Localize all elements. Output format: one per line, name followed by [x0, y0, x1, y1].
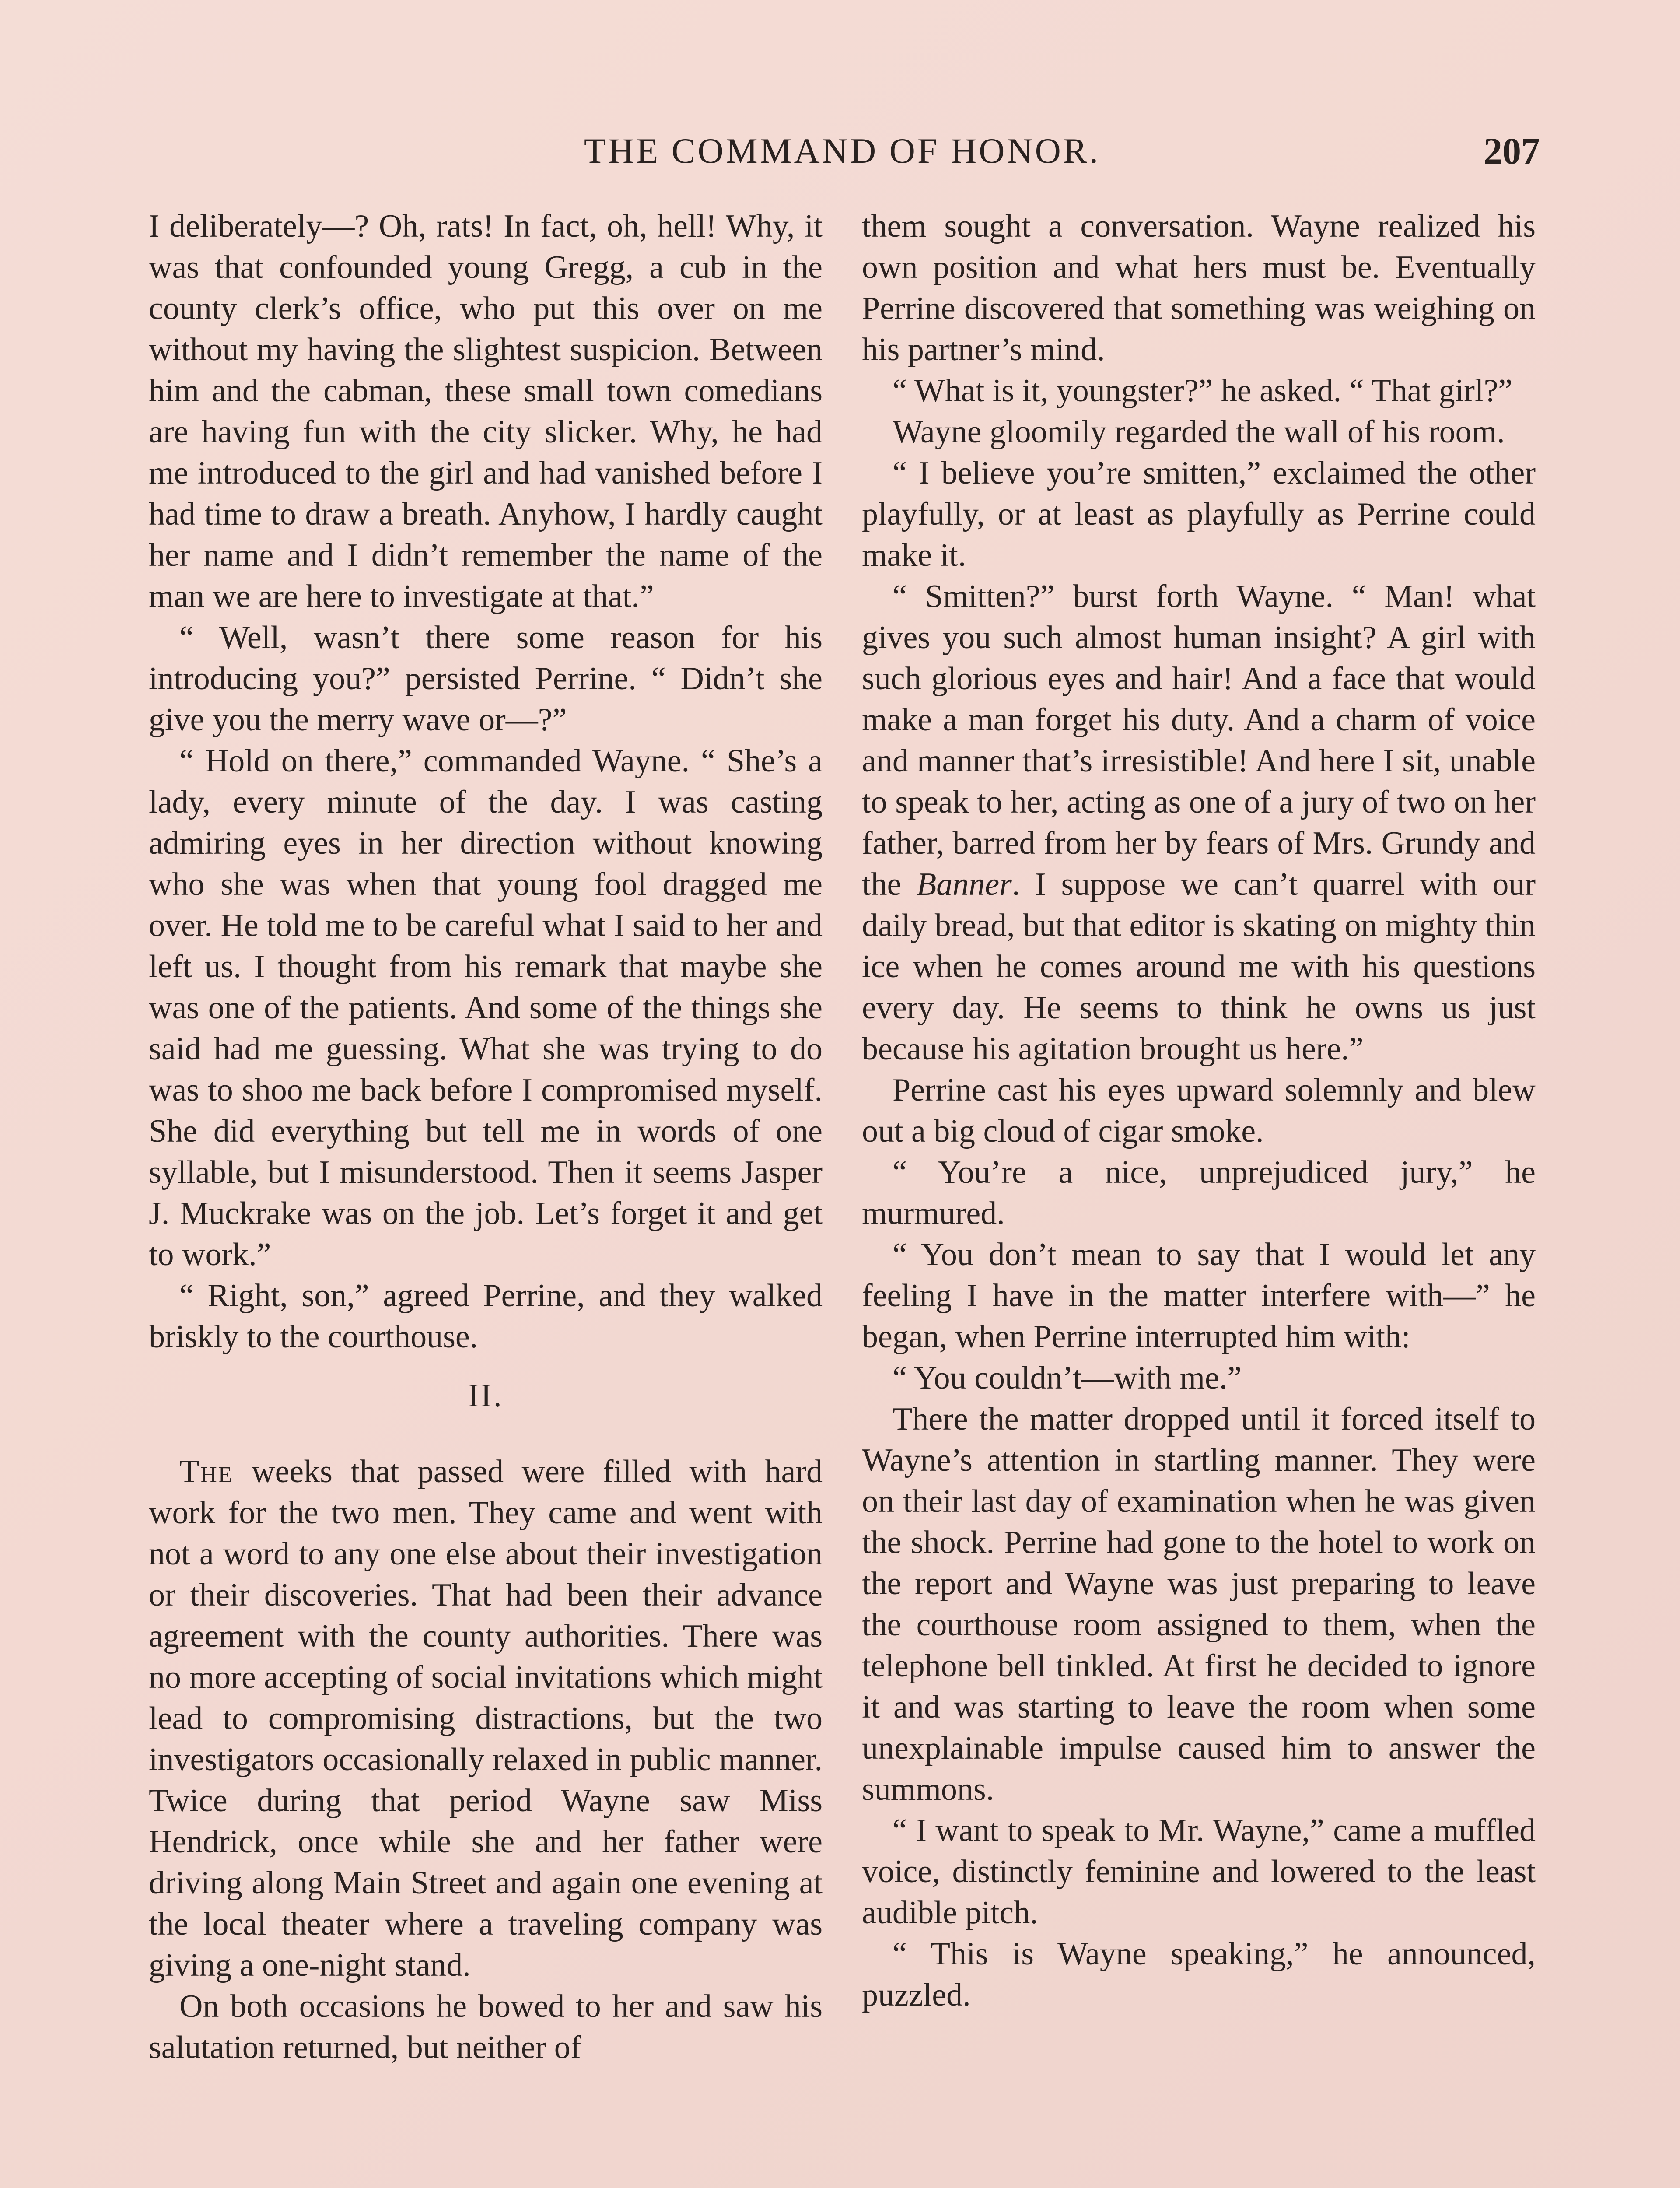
paragraph — [862, 576, 1536, 1069]
right-column — [862, 206, 1536, 2016]
paragraph: Wayne gloomily regarded the wall of his room. — [892, 414, 1505, 450]
page-header — [144, 127, 1540, 179]
newspaper-name: Banner — [917, 866, 1012, 902]
paragraph: “ You couldn’t—with me.” — [892, 1360, 1242, 1396]
page-number: 207 — [1484, 130, 1540, 172]
paragraph — [149, 1451, 822, 1986]
paragraph: There the matter dropped until it forced itself to Wayne’s attention in startling manner. They were on their last day of examination when he was given the shock. Perrine had gone to the hotel to work on the report and Wayne was just preparing to leave the courthouse room assigned to them, when the telephone bell tinkled. At first he decided to ignore it and was starting to leave the room when some unexplainable impulse caused him to answer the summons. — [862, 1401, 1536, 1807]
left-column — [149, 206, 822, 2068]
paragraph: “ I believe you’re smitten,” exclaimed the other playfully, or at least as playfully as Perrine could make it. — [862, 455, 1536, 573]
paragraph-text: weeks that passed were filled with hard work for the two men. They came and went with not a word to any one else about their investigation or their discoveries. That had been their advance agreement with the county authorities. There was no more accepting of social invitations which might lead to compromising distractions, but the two investigators occasionally relaxed in public manner. Twice during that period Wayne saw Miss Hendrick, once while she and her father were driving along Main Street and again one evening at the local theater where a traveling company was giving a one-night stand. — [149, 1454, 822, 1983]
running-title: THE COMMAND OF HONOR. — [584, 131, 1101, 171]
paragraph: them sought a conversation. Wayne realized his own position and what hers must be. Eventually Perrine discovered that something was weighing on his partner’s mind. — [862, 208, 1536, 368]
paragraph-text: “ Smitten?” burst forth Wayne. “ Man! what gives you such almost human insight? A girl with such glorious eyes and hair! And a face that would make a man forget his duty. And a charm of voice and manner that’s irresistible! And here I sit, unable to speak to her, acting as one of a jury of two on her father, barred from her by fears of Mrs. Grundy and the — [862, 579, 1536, 902]
paragraph: “ You’re a nice, unprejudiced jury,” he murmured. — [862, 1154, 1536, 1231]
paragraph: “ This is Wayne speaking,” he announced, puzzled. — [862, 1936, 1536, 2013]
paragraph: “ Well, wasn’t there some reason for his introducing you?” persisted Perrine. “ Didn’t she give you the merry wave or—?” — [149, 620, 822, 738]
paragraph: “ I want to speak to Mr. Wayne,” came a muffled voice, distinctly feminine and lowered to the least audible pitch. — [862, 1813, 1536, 1931]
lead-word: The — [179, 1454, 234, 1490]
paragraph: “ You don’t mean to say that I would let any feeling I have in the matter interfere with—” he began, when Perrine interrupted him with: — [862, 1237, 1536, 1355]
paragraph-text: . I suppose we can’t quarrel with our daily bread, but that editor is skating on mighty thin ice when he comes around me with his questions every day. He seems to think he owns us just because his agitation brought us here.” — [862, 866, 1536, 1067]
paragraph: I deliberately—? Oh, rats! In fact, oh, hell! Why, it was that confounded young Gregg, a cub in the county clerk’s office, who put this over on me without my having the slightest suspicion. Between him and the cabman, these small town comedians are having fun with the city slicker. Why, he had me introduced to the girl and had vanished before I had time to draw a breath. Anyhow, I hardly caught her name and I didn’t remember the name of the man we are here to investigate at that.” — [149, 208, 822, 614]
section-heading: II. — [468, 1377, 504, 1414]
paragraph: “ Right, son,” agreed Perrine, and they walked briskly to the courthouse. — [149, 1278, 822, 1355]
paragraph: “ Hold on there,” commanded Wayne. “ She’s a lady, every minute of the day. I was casting admiring eyes in her direction without knowing who she was when that young fool dragged me over. He told me to be careful what I said to her and left us. I thought from his remark that maybe she was one of the patients. And some of the things she said had me guessing. What she was trying to do was to shoo me back before I compromised myself. She did everything but tell me in words of one syllable, but I misunderstood. Then it seems Jasper J. Muckrake was on the job. Let’s forget it and get to work.” — [149, 743, 822, 1273]
paragraph: Perrine cast his eyes upward solemnly and blew out a big cloud of cigar smoke. — [862, 1072, 1536, 1149]
paragraph: “ What is it, youngster?” he asked. “ That girl?” — [892, 373, 1513, 409]
paragraph: On both occasions he bowed to her and saw his salutation returned, but neither of — [149, 1988, 822, 2065]
